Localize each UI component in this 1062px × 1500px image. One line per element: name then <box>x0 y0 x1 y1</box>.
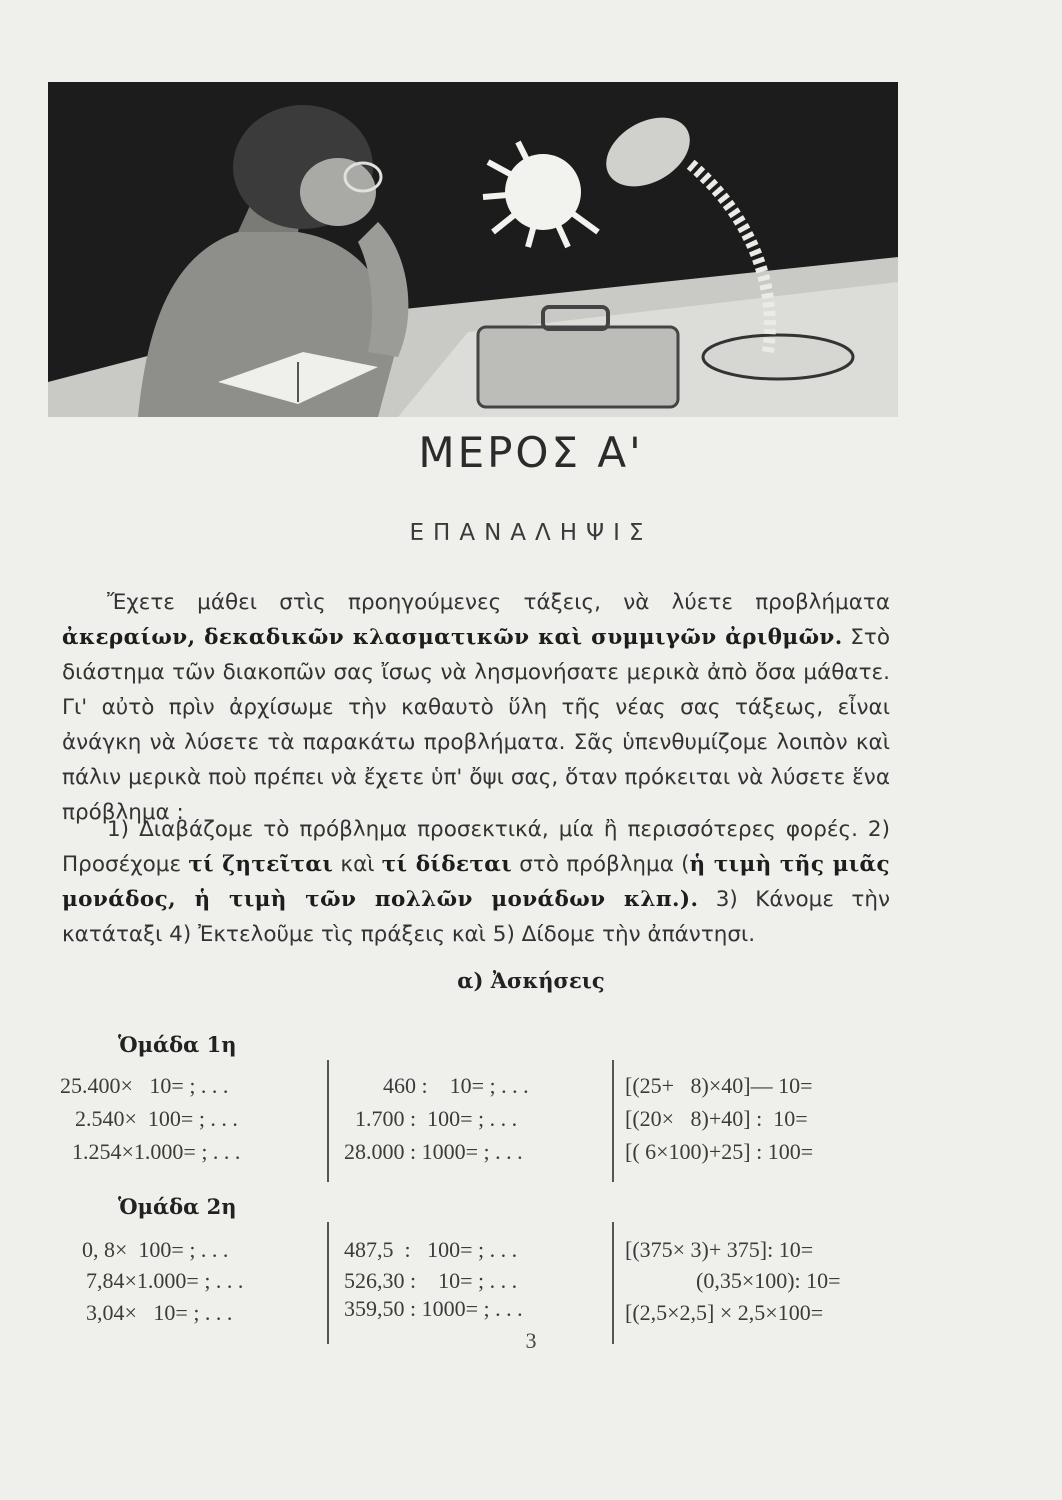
section-title: ΕΠΑΝΑΛΗΨΙΣ <box>409 520 653 546</box>
exercise-cell: 487,5 : 100= ; . . . <box>344 1237 518 1262</box>
intro-bold-numbers: ἀκεραίων, δεκαδικῶν κλασματικῶν καὶ συμμιγῶν ἀριθμῶν. <box>62 625 843 650</box>
steps-bold-given: τί δίδεται <box>381 852 513 877</box>
exercise-cell: (0,35×100): 10= <box>696 1268 841 1293</box>
exercise-cell: 0, 8× 100= ; . . . <box>82 1237 229 1262</box>
column-divider <box>612 1060 614 1182</box>
steps-paragraph <box>62 812 890 952</box>
group-2-label: Ὁμάδα 2η <box>118 1194 237 1219</box>
student-studying-illustration <box>48 82 898 417</box>
steps-text-2: καὶ <box>333 852 382 877</box>
page-number: 3 <box>525 1328 537 1353</box>
exercise-cell: 3,04× 10= ; . . . <box>86 1300 233 1325</box>
column-divider <box>327 1222 329 1344</box>
part-title: ΜΕΡΟΣ Α' <box>418 428 644 477</box>
exercise-cell: [( 6×100)+25] : 100= <box>625 1139 814 1164</box>
intro-text-1: Ἔχετε μάθει στὶς προηγούμενες τάξεις, νὰ λύετε προβλήματα <box>107 590 890 615</box>
exercise-cell: 1.700 : 100= ; . . . <box>355 1106 518 1131</box>
column-divider <box>612 1222 614 1344</box>
exercise-cell: 28.000 : 1000= ; . . . <box>344 1139 523 1164</box>
exercise-cell: 25.400× 10= ; . . . <box>60 1073 229 1098</box>
steps-text-4: 3) Κάνομε τὴν κατάταξι 4) Ἐκτελοῦμε τὶς πράξεις καὶ 5) Δίδομε τὴν ἀπάντησι. <box>62 887 890 947</box>
exercise-cell: 2.540× 100= ; . . . <box>75 1106 238 1131</box>
exercise-cell: 460 : 10= ; . . . <box>383 1073 529 1098</box>
intro-text-2: Στὸ διάστημα τῶν διακοπῶν σας ἴσως νὰ λησμονήσατε μερικὰ ἀπὸ ὅσα μάθατε. Γι' αὐτὸ πρὶν ἀρχίσωμε τὴν καθαυτὸ ὕλη τῆς νέας σας τάξεως, εἶναι ἀνάγκη νὰ λύσετε τὰ παρακάτω προβλήματα. Σᾶς ὑπενθυμίζομε λοιπὸν καὶ πάλιν μερικὰ ποὺ πρέπει νὰ ἔχετε ὑπ' ὄψι σας, ὅταν πρόκειται νὰ λύσετε ἕνα πρόβλημα : <box>62 625 890 825</box>
steps-bold-unit-price: ἡ τιμὴ τῆς μιᾶς μονάδος, ἡ τιμὴ τῶν πολλῶν μονάδων κλπ.). <box>62 852 890 912</box>
exercise-cell: [(25+ 8)×40]— 10= <box>625 1073 813 1098</box>
intro-paragraph <box>62 585 890 830</box>
exercise-cell: [(20× 8)+40] : 10= <box>625 1106 808 1131</box>
exercise-cell: 526,30 : 10= ; . . . <box>344 1268 518 1293</box>
exercise-cell: 1.254×1.000= ; . . . <box>72 1139 241 1164</box>
student-lamp-illustration-icon <box>48 82 898 417</box>
exercise-cell: [(375× 3)+ 375]: 10= <box>625 1237 814 1262</box>
exercise-cell: 359,50 : 1000= ; . . . <box>344 1296 523 1321</box>
steps-bold-asked: τί ζητεῖται <box>188 852 334 877</box>
exercise-cell: 7,84×1.000= ; . . . <box>86 1268 244 1293</box>
exercises-heading: α) Ἀσκήσεις <box>457 968 605 993</box>
steps-text-3: στὸ πρόβλημα ( <box>512 852 690 877</box>
steps-text-1: 1) Διαβάζομε τὸ πρόβλημα προσεκτικά, μία ἢ περισσότερες φορές. 2) Προσέχομε <box>62 817 890 877</box>
column-divider <box>327 1060 329 1182</box>
exercise-cell: [(2,5×2,5] × 2,5×100= <box>625 1300 824 1325</box>
group-1-label: Ὁμάδα 1η <box>118 1032 237 1057</box>
